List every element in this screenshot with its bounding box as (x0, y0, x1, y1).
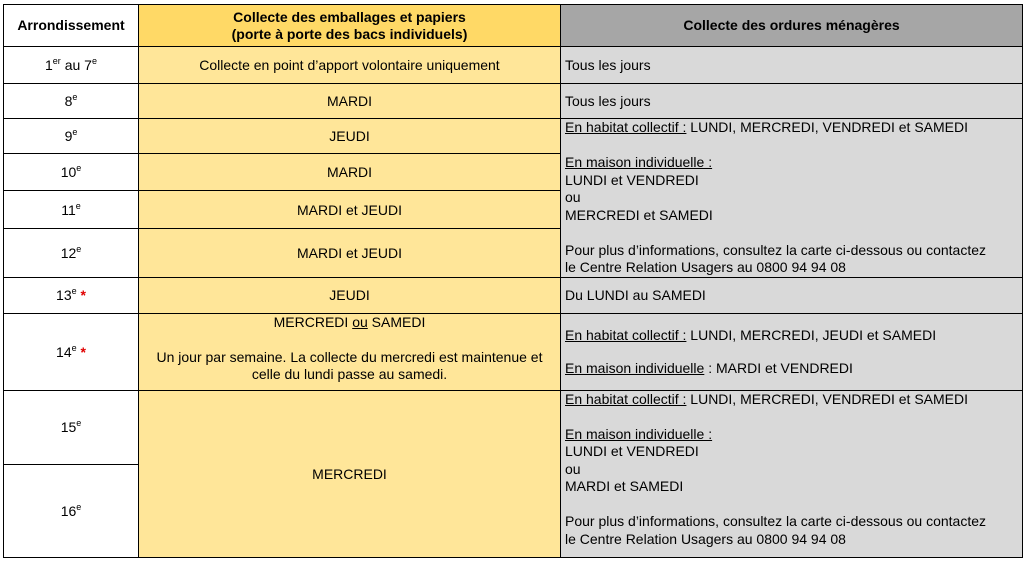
emballages-cell: JEUDI (139, 277, 561, 313)
arrondissement-cell: 14e * (4, 313, 139, 390)
arrondissement-cell: 1er au 7e (4, 47, 139, 84)
emballages-cell: MARDI et JEUDI (139, 191, 561, 229)
collectif-label: En habitat collectif : (565, 119, 687, 135)
ordures-cell: Du LUNDI au SAMEDI (561, 277, 1023, 313)
table-row (4, 390, 1023, 464)
individuelle-label: En maison individuelle : (565, 425, 713, 442)
header-emballages-line1: Collecte des emballages et papiers (233, 8, 466, 25)
header-arrondissement: Arrondissement (4, 5, 139, 47)
emballages-cell: MARDI et JEUDI (139, 229, 561, 277)
arrondissement-cell: 9e (4, 119, 139, 154)
asterisk-mark: * (80, 287, 86, 303)
emballages-cell: MARDI (139, 154, 561, 191)
arrondissement-cell: 11e (4, 191, 139, 229)
header-emballages-line2: (porte à porte des bacs individuels) (231, 25, 468, 42)
header-ordures: Collecte des ordures ménagères (561, 5, 1023, 47)
table-row (4, 313, 1023, 390)
arrondissement-cell: 13e * (4, 277, 139, 313)
collectif-label: En habitat collectif : (565, 326, 687, 343)
emballages-cell-15-16: MERCREDI (139, 390, 561, 557)
individuelle-label: En maison individuelle : (565, 154, 713, 170)
ordures-cell: Tous les jours (561, 84, 1023, 119)
individuelle-label: En maison individuelle (565, 360, 705, 377)
emballages-cell: MARDI (139, 84, 561, 119)
arrondissement-cell: 15e (4, 390, 139, 464)
ordures-cell: Tous les jours (561, 47, 1023, 84)
arrondissement-cell: 12e (4, 229, 139, 277)
emballages-cell: Collecte en point d’apport volontaire uniquement (139, 47, 561, 84)
collection-schedule-table (3, 4, 1023, 558)
arrondissement-cell: 10e (4, 154, 139, 191)
collectif-label: En habitat collectif : (565, 390, 687, 407)
emballages-cell: MERCREDI ou SAMEDI Un jour par semaine. La collecte du mercredi est maintenue et celle du lundi passe au samedi. (139, 313, 561, 390)
table-row (4, 84, 1023, 119)
header-row (4, 5, 1023, 47)
arrondissement-cell: 8e (4, 84, 139, 119)
info-text: Pour plus d’informations, consultez la carte ci-dessous ou contactez (565, 241, 986, 258)
header-emballages (139, 5, 561, 47)
arrondissement-cell: 16e (4, 464, 139, 557)
info-text: Pour plus d’informations, consultez la carte ci-dessous ou contactez (565, 513, 986, 529)
table-row (4, 119, 1023, 154)
asterisk-mark: * (80, 343, 86, 360)
table-row (4, 277, 1023, 313)
emballages-cell: JEUDI (139, 119, 561, 154)
ordures-cell-9-12: En habitat collectif : LUNDI, MERCREDI, VENDREDI et SAMEDI En maison individuelle : LUNDI et VENDREDI ou MERCREDI et SAMEDI Pour plus d’informations, consultez la carte ci-dessous ou contactez le Centre Relation Usagers au 0800 94 94 08 (561, 119, 1023, 278)
table-row (4, 47, 1023, 84)
ordures-cell: En habitat collectif : LUNDI, MERCREDI, JEUDI et SAMEDI En maison individuelle : MARDI et VENDREDI (561, 313, 1023, 390)
ordures-cell-15-16: En habitat collectif : LUNDI, MERCREDI, VENDREDI et SAMEDI En maison individuelle : LUNDI et VENDREDI ou MARDI et SAMEDI Pour plus d’informations, consultez la carte ci-dessous ou contactez le Centre Relation Usagers au 0800 94 94 08 (561, 390, 1023, 557)
